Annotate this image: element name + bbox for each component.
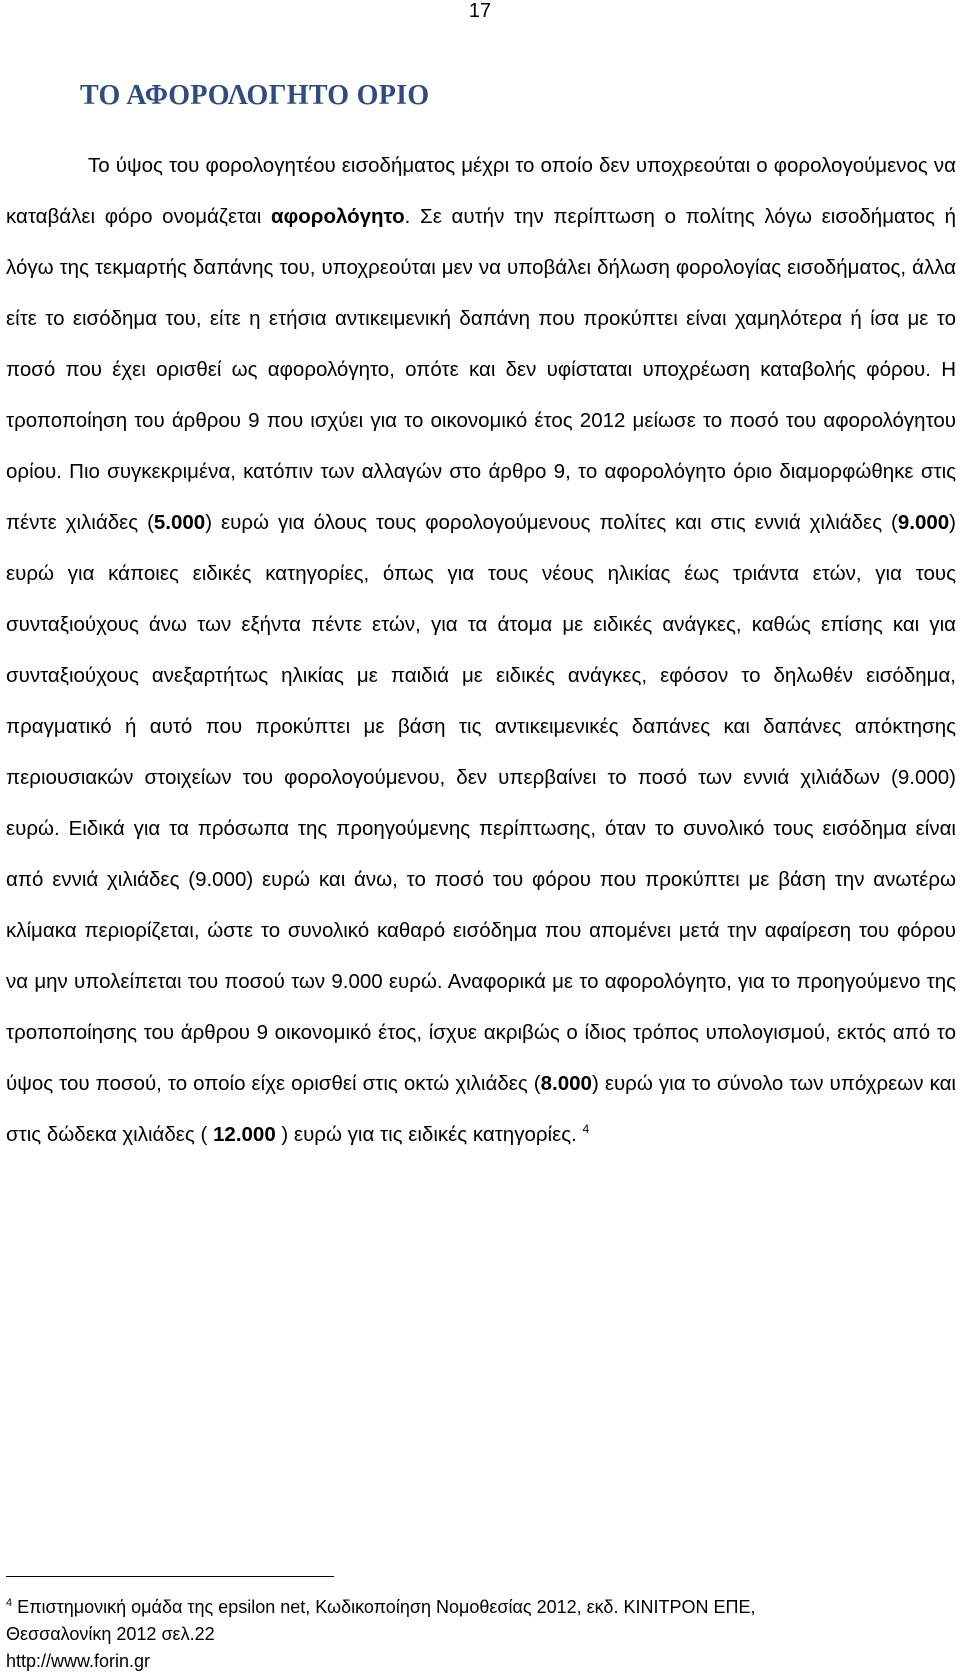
body-text-segment: ) ευρώ για όλους τους φορολογούμενους πολίτες και στις εννιά χιλιάδες ( [205, 511, 898, 534]
footnote-line [6, 1594, 956, 1621]
bold-amount: 12.000 [213, 1123, 276, 1146]
footnote-separator [6, 1576, 334, 1577]
bold-amount: 5.000 [153, 511, 206, 534]
page-number: 17 [468, 0, 492, 22]
body-text-segment: ) ευρώ για κάποιες ειδικές κατηγορίες, όπως για τους νέους ηλικίας έως τριάντα ετών, για τους συνταξιούχους άνω των εξήντα πέντε ετών, για τα άτομα με ειδικές ανάγκες, καθώς επίσης και για συνταξιούχους ανεξαρτήτως ηλικίας με παιδιά με ειδικές ανάγκες, εφόσον το δηλωθέν εισόδημα, πραγματικό ή αυτό που προκύπτει με βάση τις αντικειμενικές δαπάνες και δαπάνες απόκτησης περιουσιακών στοιχείων του φορολογούμενου, δεν υπερβαίνει το ποσό των εννιά χιλιάδων (9.000) ευρώ. Ειδικά για τα πρόσωπα της προηγούμενης περίπτωσης, όταν το συνολικό τους εισόδημα είναι από εννιά χιλιάδες (9.000) ευρώ και άνω, το ποσό του φόρου που προκύπτει με βάση την ανωτέρω κλίμακα περιορίζεται, ώστε το συνολικό καθαρό εισόδημα που απομένει μετά την αφαίρεση του φόρου να μην υπολείπεται του ποσού των 9.000 ευρώ. Αναφορικά με το αφορολόγητο, για το προηγούμενο της τροποποίησης του άρθρου 9 οικονομικό έτος, ίσχυε ακριβώς ο ίδιος τρόπος υπολογισμού, εκτός από το ύψος του ποσού, το οποίο είχε ορισθεί στις οκτώ χιλιάδες ( [6, 511, 956, 1095]
footnote-reference[interactable]: 4 [582, 1122, 590, 1137]
footnote-marker: 4 [6, 1597, 13, 1609]
footnote-citation: Επιστημονική ομάδα της epsilon net, Κωδικοποίηση Νομοθεσίας 2012, εκδ. ΚΙΝΙΤΡΟΝ ΕΠΕ, [12, 1597, 756, 1617]
body-text-segment: . Σε αυτήν την περίπτωση ο πολίτης λόγω εισοδήματος ή λόγω της τεκμαρτής δαπάνης του, υποχρεούται μεν να υποβάλει δήλωση φορολογίας εισοδήματος, άλλα είτε το εισόδημα του, είτε η ετήσια αντικειμενική δαπάνη που προκύπτει είναι χαμηλότερα ή ίσα με το ποσό που έχει ορισθεί ως αφορολόγητο, οπότε και δεν υφίσταται υποχρέωση καταβολής φόρου. Η τροποποίηση του άρθρου 9 που ισχύει για το οικονομικό έτος 2012 μείωσε το ποσό του αφορολόγητου ορίου. Πιο συγκεκριμένα, κατόπιν των αλλαγών στο άρθρο 9, το αφορολόγητο όριο διαμορφώθηκε στις πέντε χιλιάδες ( [6, 205, 957, 534]
footnote-line: Θεσσαλονίκη 2012 σελ.22 [6, 1624, 215, 1644]
body-text-segment: ) ευρώ για τις ειδικές κατηγορίες. [275, 1123, 577, 1146]
bold-term: αφορολόγητο [270, 205, 405, 228]
section-heading: ΤΟ ΑΦΟΡΟΛΟΓΗΤΟ ΟΡΙΟ [80, 80, 430, 111]
bold-amount: 9.000 [897, 511, 950, 534]
body-paragraph [6, 140, 956, 1160]
footnote-url[interactable]: http://www.forin.gr [6, 1651, 151, 1671]
body-text-segment: Το ύψος του φορολογητέου εισοδήματος μέχρι το οποίο δεν υποχρεούται ο φορολογούμενος να καταβάλει φόρο ονομάζεται [6, 154, 956, 228]
footnote [6, 1594, 956, 1675]
body-text-segment: ) ευρώ για το σύνολο των υπόχρεων και στις δώδεκα χιλιάδες ( [6, 1072, 956, 1146]
bold-amount: 8.000 [540, 1072, 592, 1095]
